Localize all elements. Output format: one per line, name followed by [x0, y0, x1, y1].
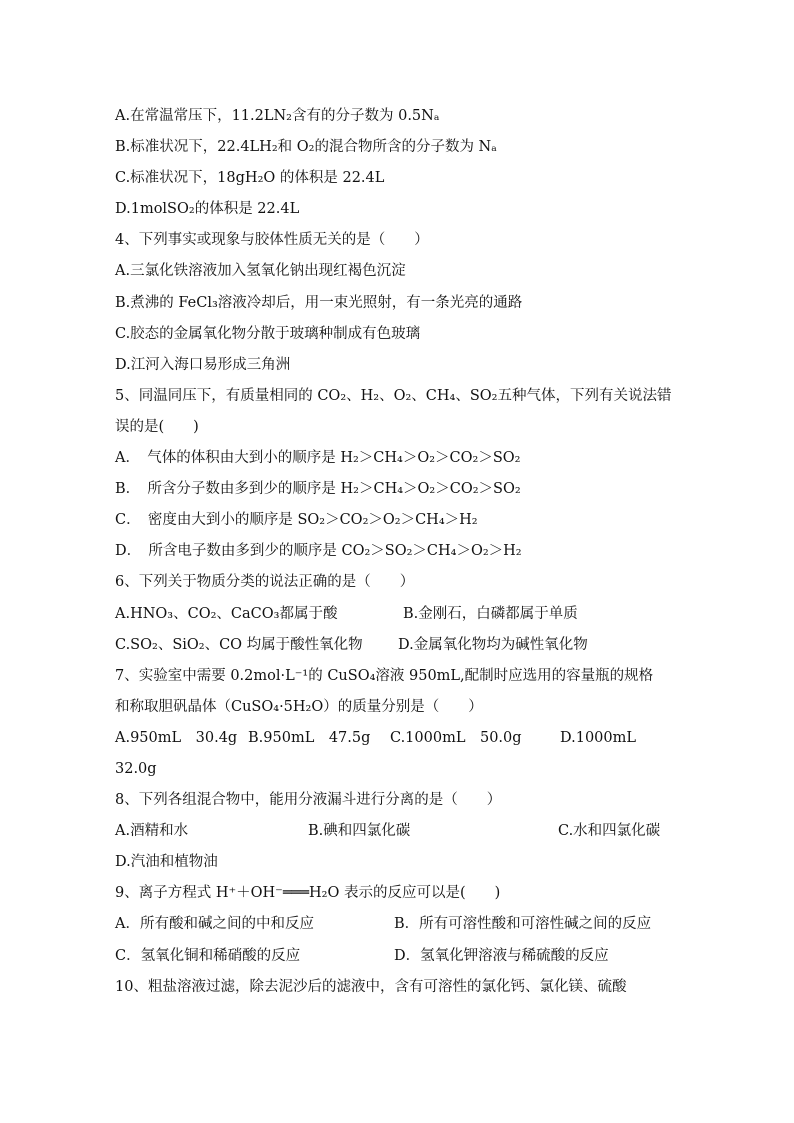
q5-option-a: A． 气体的体积由大到小的顺序是 H₂＞CH₄＞O₂＞CO₂＞SO₂ [115, 450, 521, 467]
q7-option-a: A.950mL 30.4g [115, 729, 238, 746]
q4-option-d: D.江河入海口易形成三角洲 [115, 356, 291, 373]
q8-option-c: C.水和四氯化碳 [558, 823, 661, 840]
q6-option-a: A.HNO₃、CO₂、CaCO₃都属于酸 [115, 605, 338, 622]
q5-option-b: B． 所含分子数由多到少的顺序是 H₂＞CH₄＞O₂＞CO₂＞SO₂ [115, 481, 521, 498]
q8-stem: 8、下列各组混合物中，能用分液漏斗进行分离的是（ ） [115, 792, 502, 809]
q9-stem: 9、离子方程式 H⁺＋OH⁻═══H₂O 表示的反应可以是( ) [115, 885, 501, 902]
q5-stem-line1: 5、同温同压下，有质量相同的 CO₂、H₂、O₂、CH₄、SO₂五种气体，下列有关说法错 [115, 387, 672, 404]
q6-options-row2 [115, 630, 685, 661]
q8-option-b: B.碘和四氯化碳 [308, 823, 411, 840]
q9-option-b: B．所有可溶性酸和可溶性碱之间的反应 [394, 916, 652, 933]
q6-option-b: B.金刚石，白磷都属于单质 [403, 605, 578, 622]
q6-option-c: C.SO₂、SiO₂、CO 均属于酸性氧化物 [115, 636, 363, 653]
q9-option-d: D．氢氧化钾溶液与稀硫酸的反应 [394, 947, 609, 964]
q5-option-c: C． 密度由大到小的顺序是 SO₂＞CO₂＞O₂＞CH₄＞H₂ [115, 512, 478, 529]
q7-option-d: D.1000mL [560, 729, 636, 746]
q9-options-row1 [115, 909, 685, 940]
q7-stem-line1: 7、实验室中需要 0.2mol·L⁻¹的 CuSO₄溶液 950mL,配制时应选用的容量瓶的规格 [115, 667, 654, 684]
question-text-block [115, 101, 685, 1003]
q3-option-d: D.1molSO₂的体积是 22.4L [115, 201, 300, 218]
q9-options-row2 [115, 941, 685, 972]
q6-options-row1 [115, 599, 685, 630]
q4-option-b: B.煮沸的 FeCl₃溶液冷却后，用一束光照射，有一条光亮的通路 [115, 294, 523, 311]
q3-option-a: A.在常温常压下，11.2LN₂含有的分子数为 0.5Nₐ [115, 108, 440, 124]
q7-option-d-continued: 32.0g [115, 760, 157, 777]
q7-option-b: B.950mL 47.5g [248, 729, 371, 746]
q7-stem-line2: 和称取胆矾晶体（CuSO₄·5H₂O）的质量分别是（ ） [115, 698, 483, 715]
q5-option-d: D． 所含电子数由多到少的顺序是 CO₂＞SO₂＞CH₄＞O₂＞H₂ [115, 543, 522, 560]
q8-option-d: D.汽油和植物油 [115, 854, 218, 871]
q8-option-a: A.酒精和水 [115, 823, 189, 840]
q7-option-c: C.1000mL 50.0g [390, 729, 522, 746]
q3-option-b: B.标准状况下，22.4LH₂和 O₂的混合物所含的分子数为 Nₐ [115, 139, 497, 156]
q6-stem: 6、下列关于物质分类的说法正确的是（ ） [115, 574, 415, 591]
q6-option-d: D.金属氧化物均为碱性氧化物 [398, 636, 588, 653]
q4-option-a: A.三氯化铁溶液加入氢氧化钠出现红褐色沉淀 [115, 263, 406, 280]
q9-option-a: A．所有酸和碱之间的中和反应 [115, 916, 314, 933]
q8-options-row [115, 816, 685, 847]
q5-stem-line2: 误的是( ) [115, 418, 199, 435]
q4-stem: 4、下列事实或现象与胶体性质无关的是（ ） [115, 232, 429, 249]
q7-options-row [115, 723, 685, 754]
q9-option-c: C．氢氧化铜和稀硝酸的反应 [115, 947, 301, 964]
q10-stem: 10、粗盐溶液过滤，除去泥沙后的滤液中，含有可溶性的氯化钙、氯化镁、硫酸 [115, 978, 627, 995]
q4-option-c: C.胶态的金属氧化物分散于玻璃种制成有色玻璃 [115, 325, 421, 342]
q3-option-c: C.标准状况下，18gH₂O 的体积是 22.4L [115, 170, 385, 187]
